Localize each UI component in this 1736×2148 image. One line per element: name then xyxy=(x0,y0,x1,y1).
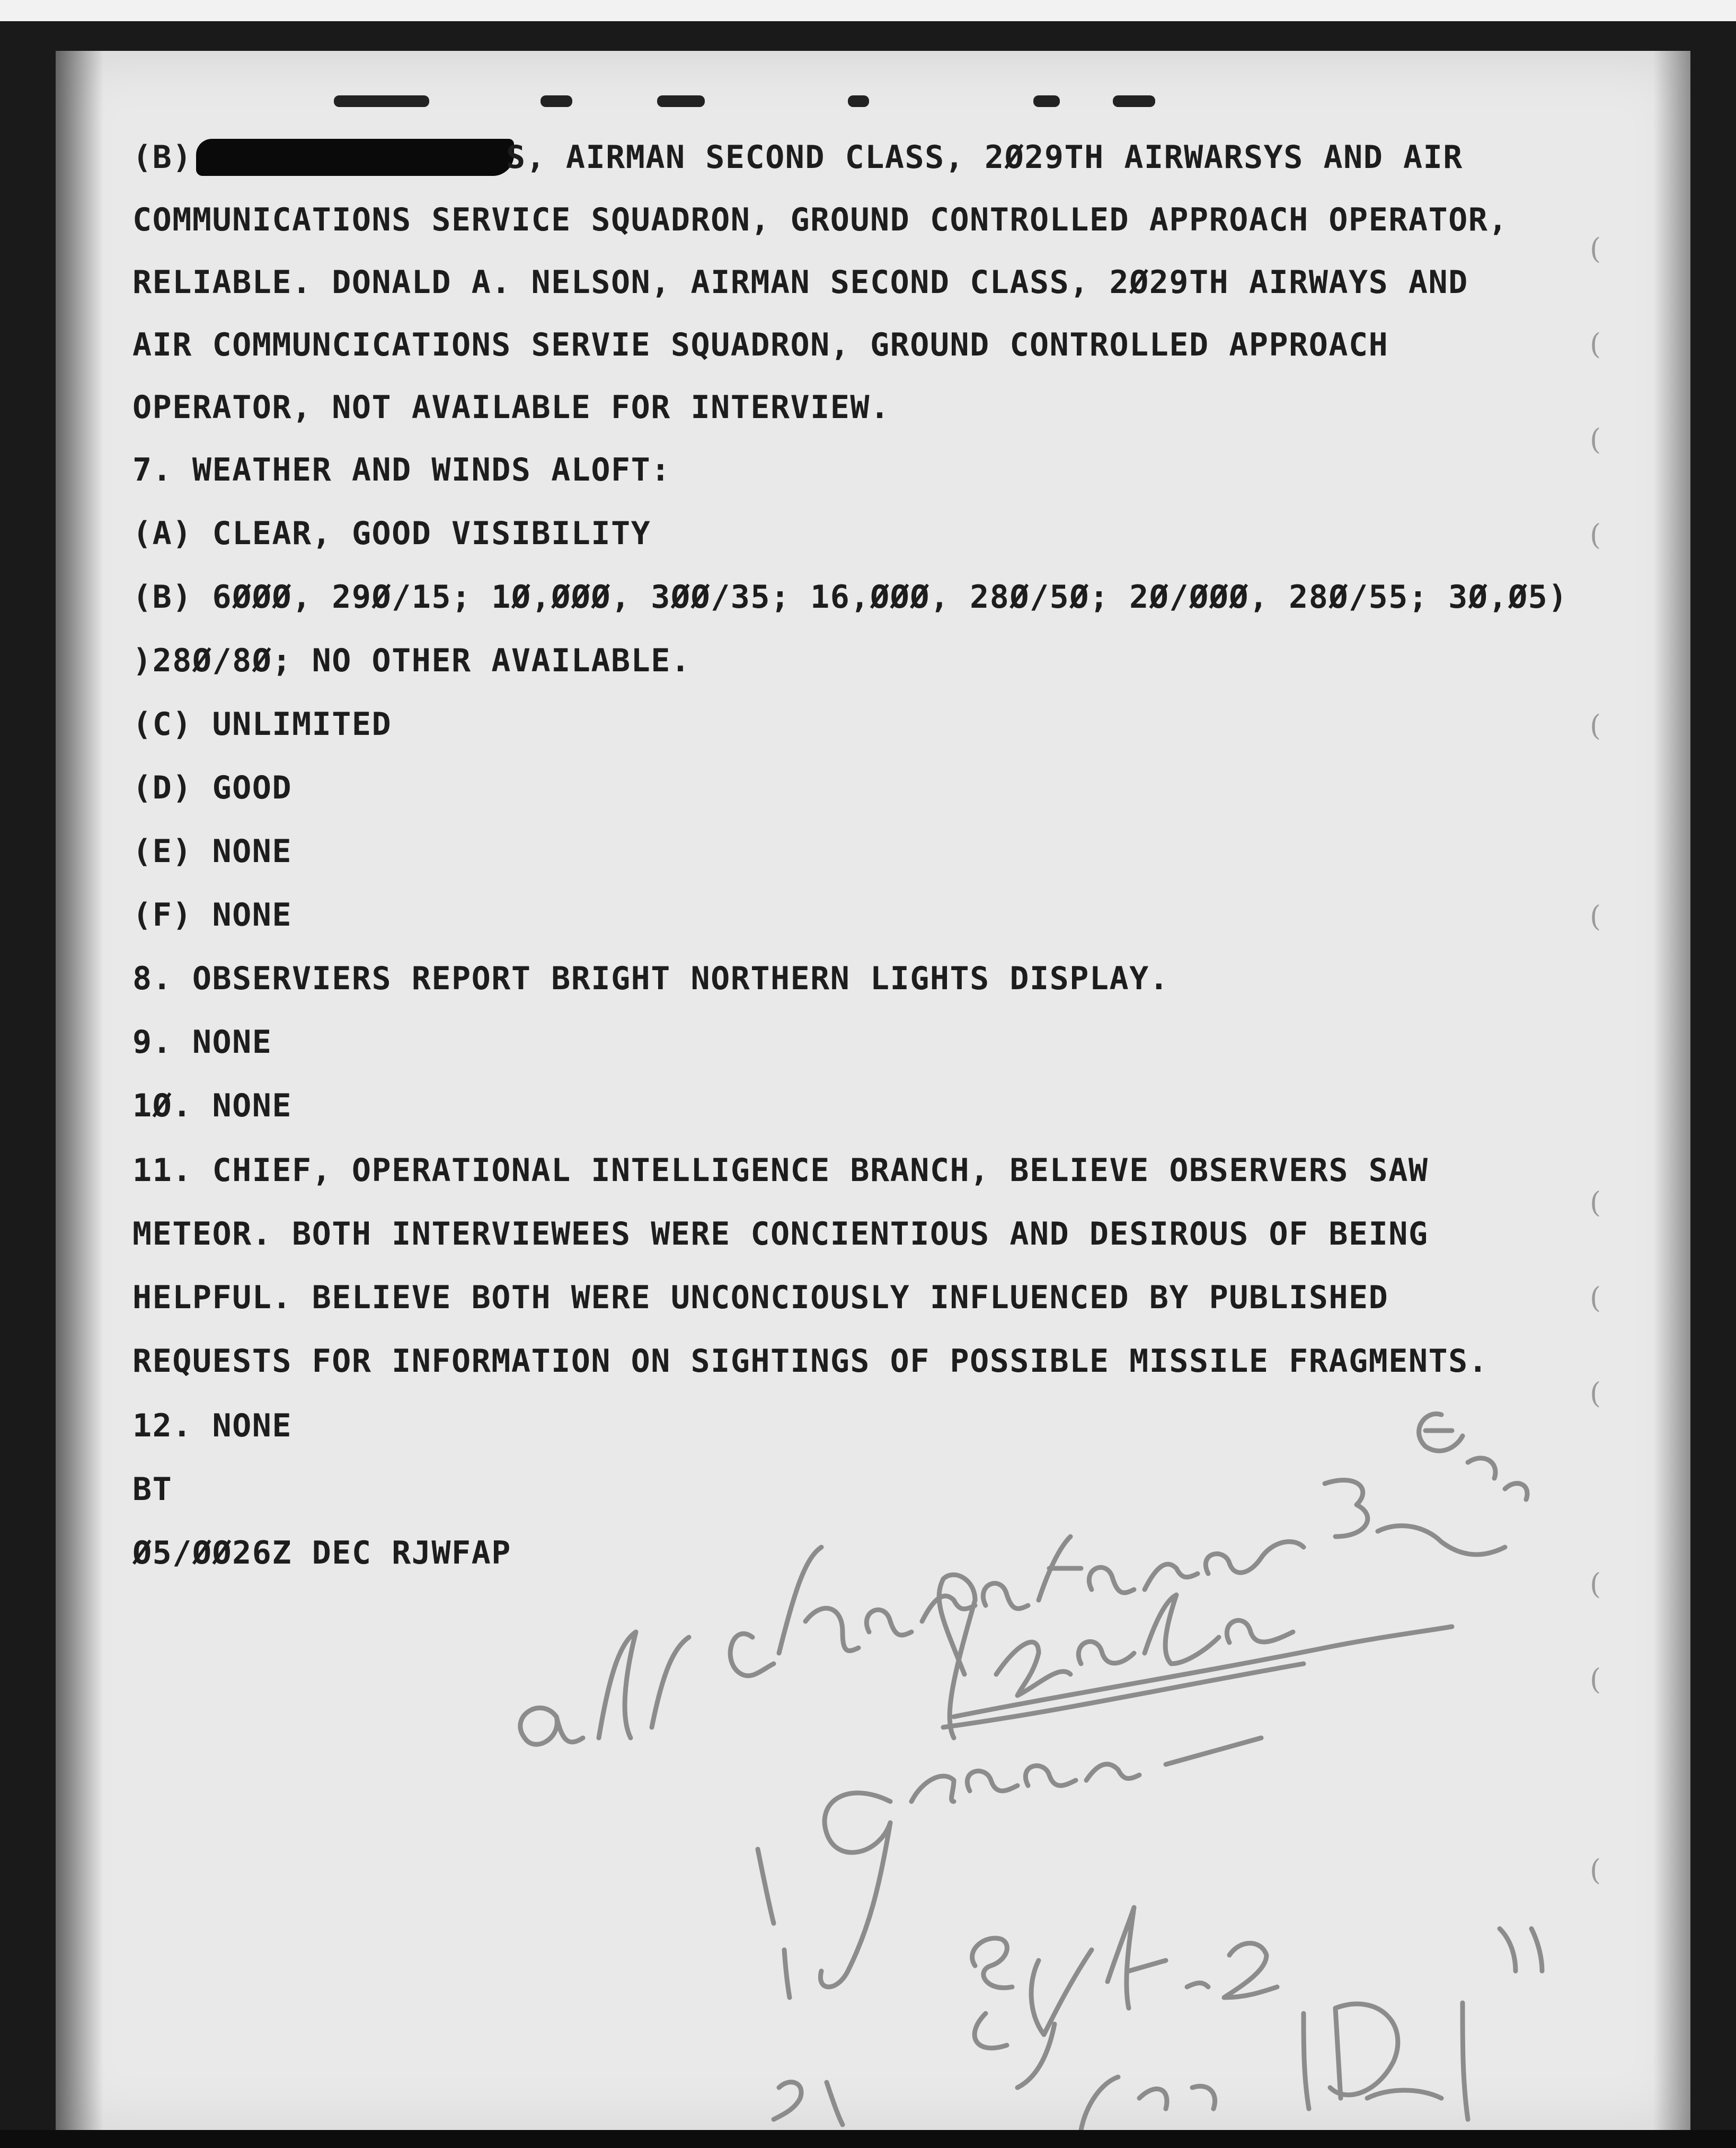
margin-mark: ( xyxy=(1590,1567,1601,1601)
line-11-requests: REQUESTS FOR INFORMATION ON SIGHTINGS OF POSSIBLE MISSILE FRAGMENTS. xyxy=(132,1343,1489,1380)
line-date-time-group: Ø5/ØØ26Z DEC RJWFAP xyxy=(132,1534,511,1572)
pencil-handwriting-annotation xyxy=(477,1399,1696,2130)
line-10-none: 1Ø. NONE xyxy=(132,1087,292,1124)
redaction-bar xyxy=(196,139,514,176)
line-air-communcications: AIR COMMUNCICATIONS SERVIE SQUADRON, GROUND CONTROLLED APPROACH xyxy=(132,326,1389,363)
line-7d-good: (D) GOOD xyxy=(132,769,292,806)
line-reliable-donald-nelson: RELIABLE. DONALD A. NELSON, AIRMAN SECOND CLASS, 2Ø29TH AIRWAYS AND xyxy=(132,264,1468,301)
margin-mark: ( xyxy=(1590,232,1601,265)
margin-mark: ( xyxy=(1590,1377,1601,1410)
margin-mark: ( xyxy=(1590,1853,1601,1887)
margin-mark: ( xyxy=(1590,327,1601,361)
margin-mark: ( xyxy=(1590,1281,1601,1315)
line-7e-none: (E) NONE xyxy=(132,833,292,870)
line-7b-winds-continued: )28Ø/8Ø; NO OTHER AVAILABLE. xyxy=(132,642,691,679)
cutoff-previous-line xyxy=(318,95,1166,110)
margin-mark: ( xyxy=(1590,900,1601,933)
line-section-7-heading: 7. WEATHER AND WINDS ALOFT: xyxy=(132,451,671,489)
line-airman-second-class: S, AIRMAN SECOND CLASS, 2Ø29TH AIRWARSYS AND AIR xyxy=(506,139,1463,176)
margin-mark: ( xyxy=(1590,1186,1601,1219)
line-11-chief: 11. CHIEF, OPERATIONAL INTELLIGENCE BRANCH, BELIEVE OBSERVERS SAW xyxy=(132,1152,1429,1189)
page-left-shadow xyxy=(56,51,103,2133)
margin-mark: ( xyxy=(1590,423,1601,456)
line-12-none: 12. NONE xyxy=(132,1407,292,1444)
line-7a-clear: (A) CLEAR, GOOD VISIBILITY xyxy=(132,515,651,552)
margin-mark: ( xyxy=(1590,518,1601,552)
line-11-helpful: HELPFUL. BELIEVE BOTH WERE UNCONCIOUSLY INFLUENCED BY PUBLISHED xyxy=(132,1279,1389,1316)
line-not-available: OPERATOR, NOT AVAILABLE FOR INTERVIEW. xyxy=(132,389,890,426)
line-8-northern-lights: 8. OBSERVIERS REPORT BRIGHT NORTHERN LIGHTS DISPLAY. xyxy=(132,960,1170,997)
line-7f-none: (F) NONE xyxy=(132,897,292,934)
line-9-none: 9. NONE xyxy=(132,1024,272,1061)
line-7c-unlimited: (C) UNLIMITED xyxy=(132,706,392,743)
line-bt: BT xyxy=(132,1471,173,1508)
line-7b-winds: (B) 6ØØØ, 29Ø/15; 1Ø,ØØØ, 3ØØ/35; 16,ØØØ, 28Ø/5Ø; 2Ø/ØØØ, 28Ø/55; 3Ø,Ø5) xyxy=(132,579,1568,616)
film-bottom-edge xyxy=(0,2130,1736,2148)
line-b-prefix: (B) xyxy=(132,139,192,176)
film-top-edge xyxy=(0,0,1736,21)
line-11-meteor: METEOR. BOTH INTERVIEWEES WERE CONCIENTIOUS AND DESIROUS OF BEING xyxy=(132,1215,1429,1253)
line-communications-service: COMMUNICATIONS SERVICE SQUADRON, GROUND CONTROLLED APPROACH OPERATOR, xyxy=(132,201,1508,238)
margin-mark: ( xyxy=(1590,709,1601,742)
margin-mark: ( xyxy=(1590,1663,1601,1696)
